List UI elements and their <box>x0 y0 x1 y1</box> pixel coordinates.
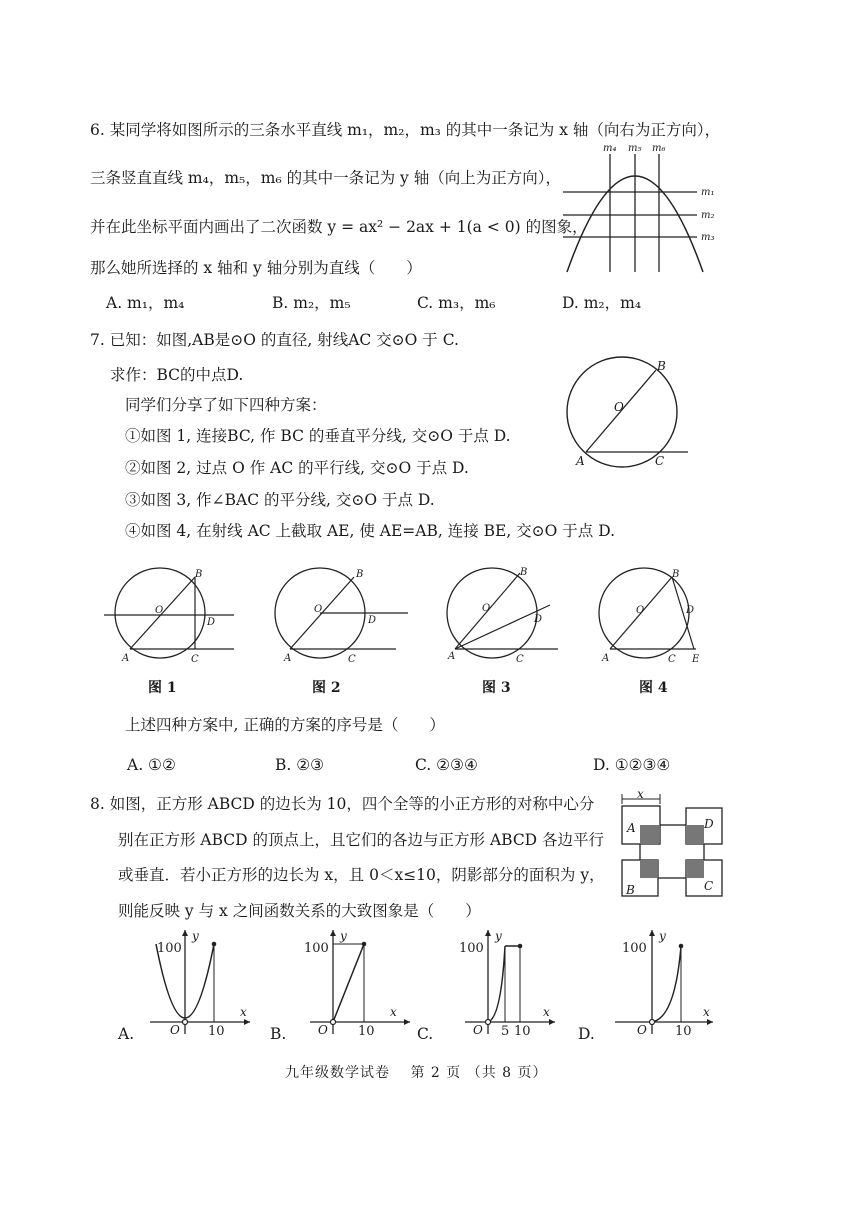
q6-option-c: C. m₃，m₆ <box>417 294 496 312</box>
svg-text:C: C <box>655 454 665 468</box>
svg-text:100: 100 <box>157 941 182 956</box>
q8-graph-d <box>605 922 720 1037</box>
q7-caption-3: 图 3 <box>482 680 511 696</box>
svg-text:100: 100 <box>622 941 647 956</box>
svg-text:10: 10 <box>358 1024 375 1037</box>
q7-line1: 7. 已知：如图,AB是⊙O 的直径, 射线AC 交⊙O 于 C. <box>90 331 459 349</box>
svg-text:x: x <box>390 1005 397 1019</box>
q6-line3: 并在此坐标平面内画出了二次函数 y = ax² − 2ax + 1(a < 0) 的图象， <box>90 218 588 236</box>
svg-text:y: y <box>192 929 199 943</box>
q7-main-figure <box>560 355 700 475</box>
svg-text:C: C <box>348 654 356 665</box>
svg-text:C: C <box>191 654 199 665</box>
svg-text:B: B <box>520 567 528 578</box>
svg-text:C: C <box>668 654 676 665</box>
q8-graph-a <box>140 922 255 1037</box>
q7-caption-2: 图 2 <box>312 680 341 696</box>
svg-text:D: D <box>368 615 377 626</box>
q6-option-a: A. m₁，m₄ <box>106 294 185 312</box>
q8-square-figure <box>600 790 730 915</box>
svg-text:B: B <box>195 569 203 580</box>
q7-figure-1 <box>100 565 240 665</box>
label-m2: m₂ <box>701 210 715 221</box>
q6-line1: 6. 某同学将如图所示的三条水平直线 m₁，m₂，m₃ 的其中一条记为 x 轴（向右为正方向）， <box>90 121 721 139</box>
svg-text:O: O <box>314 604 323 615</box>
svg-text:B: B <box>657 359 666 373</box>
svg-text:B: B <box>356 569 364 580</box>
svg-text:A: A <box>627 821 636 835</box>
q8-line4: 则能反映 y 与 x 之间函数关系的大致图象是（ ） <box>118 902 481 920</box>
svg-text:O: O <box>482 603 491 614</box>
q7-option-b: B. ②③ <box>275 756 325 774</box>
label-m5: m₅ <box>628 143 642 154</box>
label-m3: m₃ <box>701 232 715 243</box>
q6-line4: 那么她所选择的 x 轴和 y 轴分别为直线（ ） <box>90 259 422 277</box>
q8-option-a: A. <box>118 1025 135 1043</box>
svg-text:O: O <box>155 605 164 616</box>
svg-text:5: 5 <box>501 1024 510 1037</box>
q8-graph-c <box>455 922 570 1037</box>
svg-text:B: B <box>672 569 680 580</box>
svg-text:E: E <box>692 654 700 665</box>
svg-text:x: x <box>240 1005 247 1019</box>
q7-figure-2 <box>268 565 408 665</box>
svg-text:x: x <box>637 790 644 801</box>
q7-line7: ④如图 4, 在射线 AC 上截取 AE, 使 AE=AB, 连接 BE, 交⊙O 于点 D. <box>125 522 616 540</box>
svg-text:C: C <box>704 879 714 893</box>
svg-text:A: A <box>602 653 610 664</box>
q8-line2: 别在正方形 ABCD 的顶点上，且它们的各边与正方形 ABCD 各边平行 <box>118 831 605 849</box>
q6-option-b: B. m₂，m₅ <box>272 294 351 312</box>
q7-option-a: A. ①② <box>127 756 176 774</box>
q7-option-d: D. ①②③④ <box>593 756 671 774</box>
svg-text:y: y <box>659 929 666 943</box>
svg-text:A: A <box>448 651 456 662</box>
q8-option-d: D. <box>578 1025 595 1043</box>
q7-figure-4 <box>592 565 732 665</box>
q6-figure <box>555 140 725 280</box>
svg-text:O: O <box>170 1023 180 1037</box>
q8-option-b: B. <box>270 1025 287 1043</box>
svg-text:O: O <box>636 605 645 616</box>
svg-text:x: x <box>703 1005 710 1019</box>
svg-text:O: O <box>473 1023 483 1037</box>
svg-text:x: x <box>543 1005 550 1019</box>
q7-figure-3 <box>440 565 580 665</box>
label-m6: m₆ <box>652 143 666 154</box>
label-m4: m₄ <box>603 143 617 154</box>
q7-question: 上述四种方案中, 正确的方案的序号是（ ） <box>125 716 445 734</box>
q7-line6: ③如图 3, 作∠BAC 的平分线, 交⊙O 于点 D. <box>125 491 435 509</box>
svg-text:10: 10 <box>675 1024 692 1037</box>
q7-line2: 求作：BC的中点D. <box>110 366 244 384</box>
svg-text:D: D <box>534 614 543 625</box>
svg-text:A: A <box>284 653 292 664</box>
svg-text:y: y <box>340 929 347 943</box>
q8-option-c: C. <box>417 1025 434 1043</box>
q7-option-c: C. ②③④ <box>415 756 478 774</box>
svg-text:C: C <box>516 654 524 665</box>
q6-line2: 三条竖直直线 m₄，m₅，m₆ 的其中一条记为 y 轴（向上为正方向）， <box>90 169 561 187</box>
q7-line4: ①如图 1, 连接BC, 作 BC 的垂直平分线, 交⊙O 于点 D. <box>125 427 511 445</box>
q8-line3: 或垂直．若小正方形的边长为 x，且 0＜x≤10，阴影部分的面积为 y， <box>118 866 605 884</box>
q7-line5: ②如图 2, 过点 O 作 AC 的平行线, 交⊙O 于点 D. <box>125 459 469 477</box>
svg-text:O: O <box>614 400 624 414</box>
svg-text:O: O <box>318 1023 328 1037</box>
q7-caption-4: 图 4 <box>639 680 668 696</box>
svg-text:D: D <box>207 617 216 628</box>
q7-line3: 同学们分享了如下四种方案： <box>125 396 327 414</box>
svg-text:10: 10 <box>208 1024 225 1037</box>
q7-caption-1: 图 1 <box>148 680 177 696</box>
svg-text:D: D <box>704 817 714 831</box>
page-footer: 九年级数学试卷 第 2 页 （共 8 页） <box>285 1065 548 1081</box>
svg-text:A: A <box>576 454 585 468</box>
svg-text:10: 10 <box>514 1024 531 1037</box>
label-m1: m₁ <box>701 187 715 198</box>
svg-text:A: A <box>122 653 130 664</box>
q8-line1: 8. 如图，正方形 ABCD 的边长为 10，四个全等的小正方形的对称中心分 <box>90 795 595 813</box>
svg-text:y: y <box>495 929 502 943</box>
q8-graph-b <box>300 922 415 1037</box>
svg-text:O: O <box>637 1023 647 1037</box>
svg-text:100: 100 <box>304 941 329 956</box>
svg-text:B: B <box>626 883 635 897</box>
q6-option-d: D. m₂，m₄ <box>562 294 642 312</box>
svg-text:100: 100 <box>459 941 484 956</box>
svg-text:D: D <box>686 605 695 616</box>
